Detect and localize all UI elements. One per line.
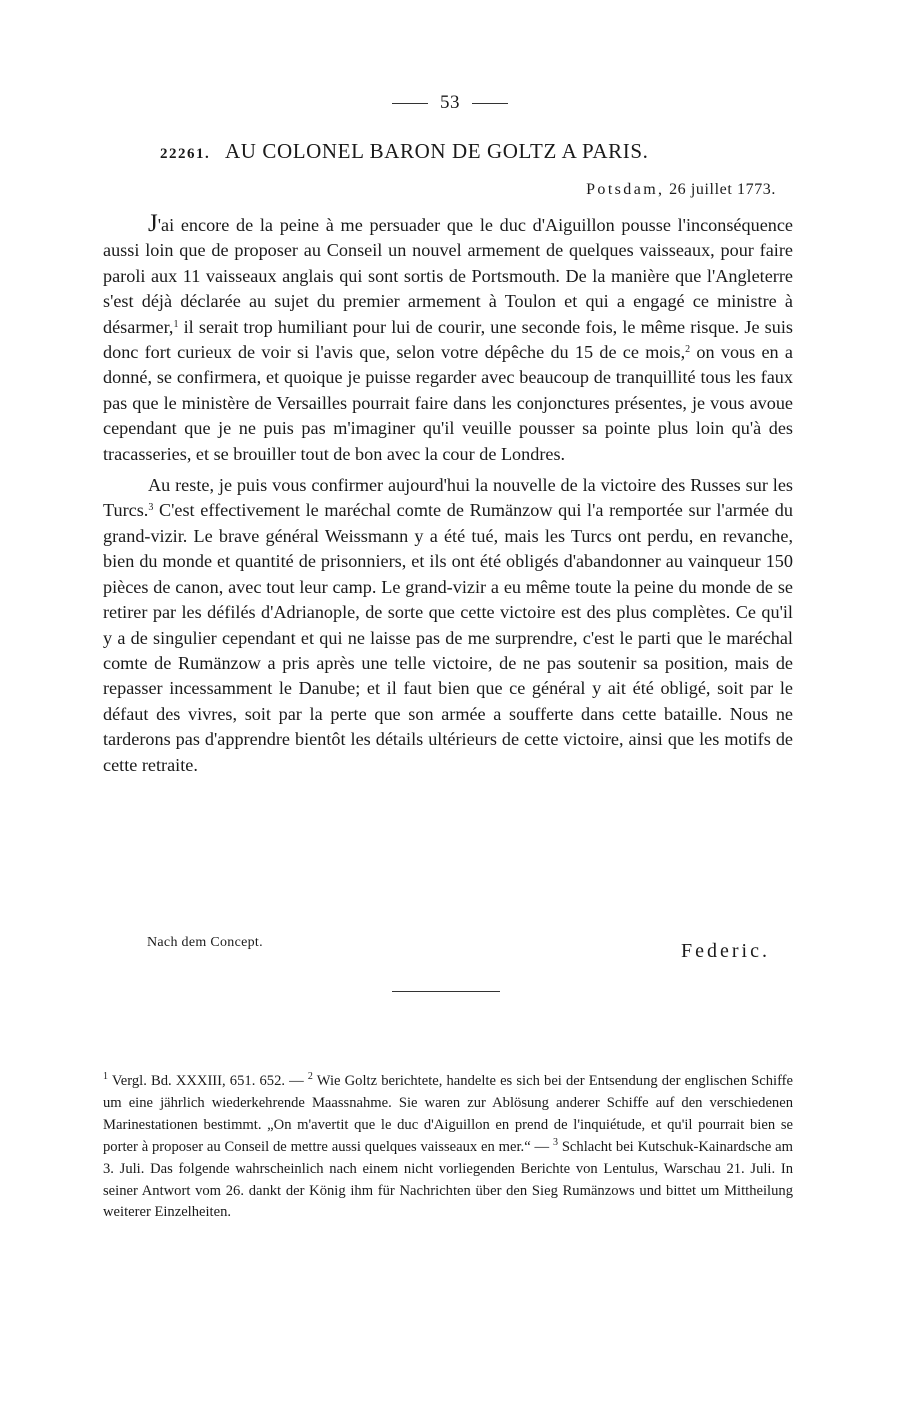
header-rule-left	[392, 103, 428, 104]
dateline-date: 26 juillet 1773.	[669, 181, 776, 198]
initial-letter: J	[148, 210, 158, 237]
signature: Federic.	[681, 940, 770, 962]
letter-number: 22261.	[160, 146, 211, 162]
footnote-2-marker: 2	[307, 1071, 313, 1082]
footnote-1-marker: 1	[103, 1071, 108, 1082]
footnote-3-text: Schlacht bei Kutschuk-Kainardsche am 3. Juli. Das folgende wahrscheinlich nach einem nicht vorliegenden Berichte von Lentulus, Warschau 21. Juli. In seiner Antwort vom 26. dankt der König ihm für Nachrichten über den Sieg Rumänzows und bittet um Mittheilung weiterer Einzelheiten.	[103, 1138, 793, 1221]
letter-body	[103, 210, 793, 778]
footnote-2-text: Wie Goltz berichtete, handelte es sich bei der Entsendung der englischen Schiffe um eine jährlich wiederkehrende Maassnahme. Sie waren zur Ablösung anderer Schiffe auf den verschiedenen Marinestationen bestimmt. „On m'avertit que le duc d'Aiguillon en prend de l'inquiétude, et qu'il pourrait bien se porter à proposer au Conseil de mettre aussi quelques vaisseaux en mer.“ —	[103, 1073, 794, 1155]
paragraph-1-text-b: il serait trop humiliant pour lui de courir, une seconde fois, le même risque. Je suis donc fort curieux de voir si l'avis que, selon votre dépêche du 15 de ce mois,	[103, 316, 793, 363]
source-note: Nach dem Concept.	[147, 935, 263, 950]
paragraph-2-text-a: Au reste, je puis vous confirmer aujourd'hui la nouvelle de la victoire des Russes sur les Turcs.	[103, 475, 793, 521]
dateline-place: Potsdam,	[586, 181, 665, 198]
footnote-ref-2: 2	[685, 344, 691, 356]
letter-heading: AU COLONEL BARON DE GOLTZ A PARIS.	[224, 139, 649, 163]
footnote-ref-1: 1	[173, 318, 179, 330]
footnote-separator	[392, 991, 500, 992]
page-header	[0, 92, 900, 114]
paragraph-1	[103, 210, 793, 467]
dateline	[586, 181, 776, 199]
footnote-1-text: Vergl. Bd. XXXIII, 651. 652. —	[108, 1073, 308, 1089]
letter-title	[160, 139, 800, 164]
header-rule-right	[472, 103, 508, 104]
footnote-ref-3: 3	[148, 502, 154, 514]
paragraph-1-text-c: on vous en a donné, se confirmera, et quoique je puisse regarder avec beaucoup de tranquillité tous les faux pas que le ministère de Versailles pourrait faire dans les conjonctures présentes, je vous avoue cependant que je ne puis pas m'imaginer qu'il veuille pousser sa pointe plus loin qu'à des tracasseries, et se brouiller tout de bon avec la cour de Londres.	[103, 342, 793, 464]
paragraph-1-text-a: 'ai encore de la peine à me persuader que le duc d'Aiguillon pousse l'inconséquence aussi loin que de proposer au Conseil un nouvel armement de quelques vaisseaux, pour faire paroli aux 11 vaisseaux anglais qui sont sortis de Portsmouth. De la manière que l'Angleterre s'est déjà déclarée au sujet du premier armement à Toulon et qui a engagé ce ministre à désarmer,	[103, 215, 793, 337]
paragraph-2	[103, 473, 793, 778]
footnote-block	[103, 1071, 793, 1224]
paragraph-2-text-b: C'est effectivement le maréchal comte de Rumänzow qui l'a remportée sur l'armée du grand-vizir. Le brave général Weissmann y a été tué, mais les Turcs ont perdu, en revanche, bien du monde et quantité de prisonniers, et ils ont été obligés d'abandonner au vainqueur 150 pièces de canon, avec tout leur camp. Le grand-vizir a eu même toute la peine du monde de se retirer par les défilés d'Adrianople, de sorte que cette victoire est des plus complètes. Ce qu'il y a de singulier cependant et qui ne laisse pas de me surprendre, c'est le parti que le maréchal comte de Rumänzow a pris après une telle victoire, de ne pas soutenir sa position, mais de repasser incessamment le Danube; et il faut bien que ce général y ait été obligé, soit par le défaut des vivres, soit par la perte que son armée a soufferte dans cette bataille. Nous ne tarderons pas d'apprendre bientôt les détails ultérieurs de cette victoire, ainsi que les motifs de cette retraite.	[103, 500, 793, 775]
footnote-3-marker: 3	[552, 1136, 558, 1148]
footnotes	[103, 1071, 793, 1224]
page-number: 53	[440, 92, 460, 113]
